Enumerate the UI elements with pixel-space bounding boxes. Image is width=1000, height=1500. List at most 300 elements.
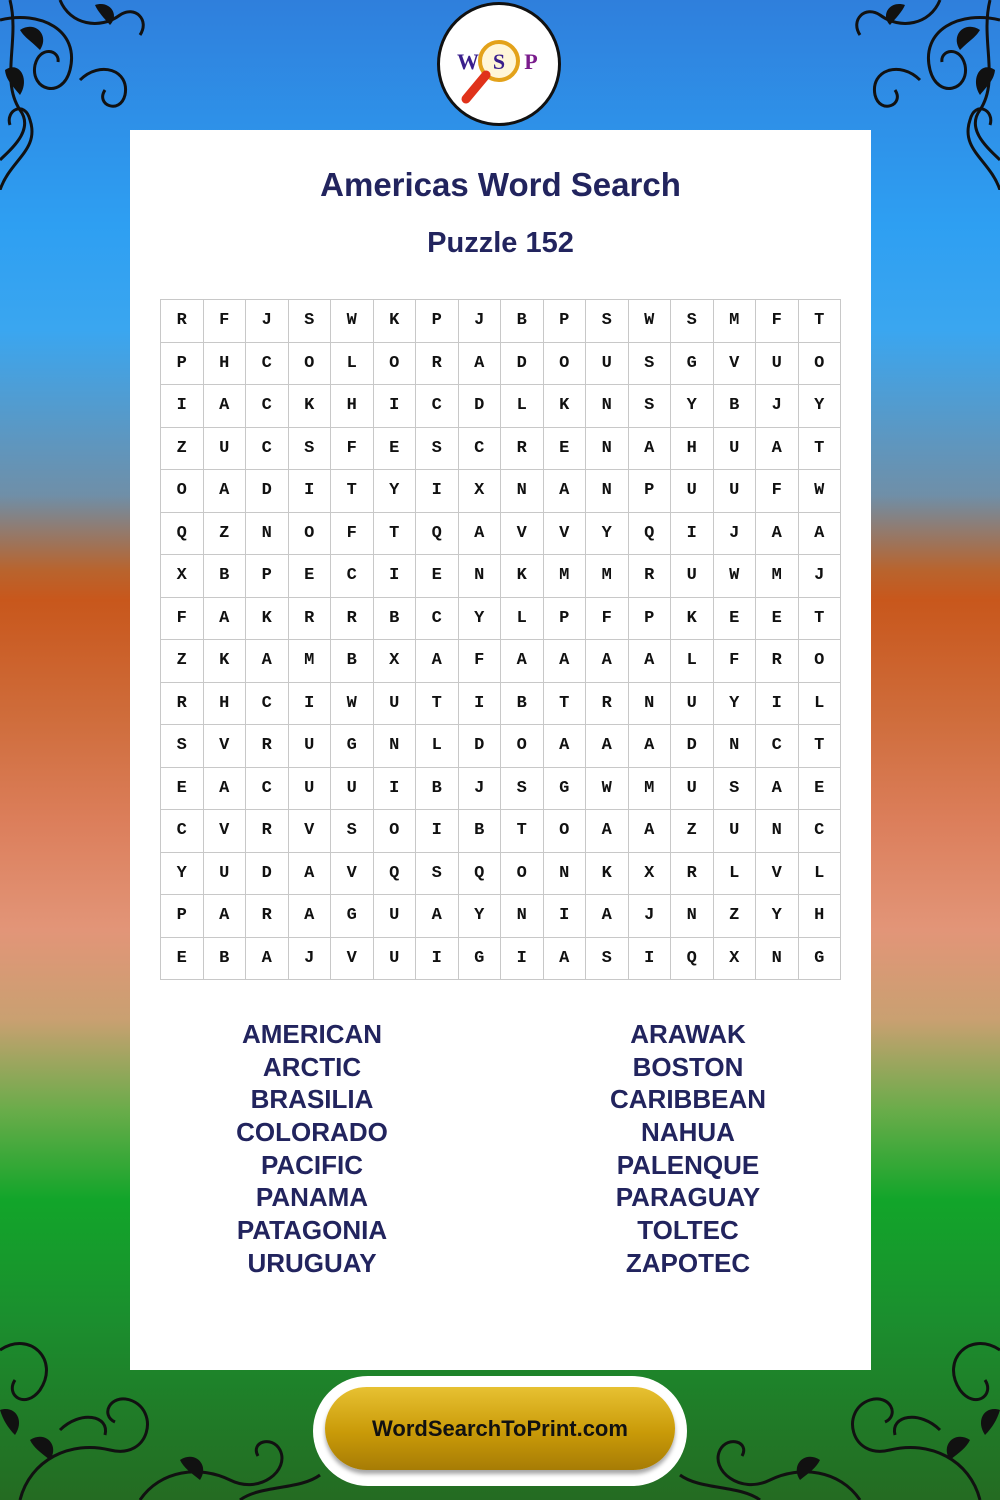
grid-cell[interactable]: H [331,385,374,428]
grid-row [161,470,841,513]
grid-cell[interactable]: G [671,342,714,385]
grid-cell[interactable]: C [416,597,459,640]
grid-cell[interactable]: F [161,597,204,640]
grid-cell[interactable]: A [288,895,331,938]
grid-cell[interactable]: E [756,597,799,640]
grid-cell[interactable]: A [756,427,799,470]
logo-letter-p: P [524,49,538,74]
logo-letter-s: S [492,49,506,74]
grid-cell[interactable]: U [373,895,416,938]
grid-cell[interactable]: C [458,427,501,470]
grid-cell[interactable]: N [373,725,416,768]
grid-cell[interactable]: Z [713,895,756,938]
grid-cell[interactable]: M [628,767,671,810]
grid-cell[interactable]: R [246,810,289,853]
grid-cell[interactable]: W [628,300,671,343]
grid-cell[interactable]: X [373,640,416,683]
grid-cell[interactable]: U [671,470,714,513]
grid-cell[interactable]: A [543,937,586,980]
grid-cell[interactable]: R [246,895,289,938]
grid-cell[interactable]: L [501,385,544,428]
grid-cell[interactable]: H [671,427,714,470]
grid-cell[interactable]: R [756,640,799,683]
grid-cell[interactable]: Y [713,682,756,725]
grid-cell[interactable]: I [373,385,416,428]
grid-cell[interactable]: S [713,767,756,810]
grid-cell[interactable]: N [713,725,756,768]
word-item: BOSTON [632,1051,744,1082]
grid-cell[interactable]: U [203,852,246,895]
grid-cell[interactable]: V [288,810,331,853]
grid-cell[interactable]: V [713,342,756,385]
letter-grid[interactable] [160,299,841,980]
word-item: ARAWAK [630,1019,746,1049]
grid-cell[interactable]: N [586,427,629,470]
word-item: COLORADO [236,1117,388,1148]
grid-cell[interactable]: Y [798,385,841,428]
grid-cell[interactable]: A [246,640,289,683]
word-item: PATAGONIA [236,1215,388,1246]
grid-cell[interactable]: F [203,300,246,343]
grid-cell[interactable]: U [373,682,416,725]
grid-row [161,810,841,853]
word-item: ZAPOTEC [625,1247,751,1278]
grid-cell[interactable]: T [798,597,841,640]
grid-cell[interactable]: K [373,300,416,343]
grid-row [161,385,841,428]
grid-cell[interactable]: V [543,512,586,555]
grid-cell[interactable]: I [628,937,671,980]
grid-row [161,640,841,683]
grid-cell[interactable]: P [628,597,671,640]
grid-cell[interactable]: G [458,937,501,980]
grid-cell[interactable]: O [501,725,544,768]
grid-cell[interactable]: A [458,342,501,385]
word-item: NAHUA [641,1117,735,1148]
grid-cell[interactable]: A [203,470,246,513]
grid-cell[interactable]: A [288,852,331,895]
grid-cell[interactable]: C [246,682,289,725]
grid-cell[interactable]: N [543,852,586,895]
grid-cell[interactable]: R [161,300,204,343]
grid-cell[interactable]: M [543,555,586,598]
grid-cell[interactable]: U [713,427,756,470]
grid-cell[interactable]: P [628,470,671,513]
grid-cell[interactable]: Q [161,512,204,555]
grid-cell[interactable]: V [331,937,374,980]
grid-cell[interactable]: O [543,342,586,385]
word-item: ARCTIC [262,1051,362,1082]
grid-cell[interactable]: A [628,810,671,853]
grid-cell[interactable]: Q [671,937,714,980]
grid-cell[interactable]: C [246,385,289,428]
grid-cell[interactable]: X [458,470,501,513]
grid-cell[interactable]: Z [161,427,204,470]
page-title: Americas Word Search [320,166,681,203]
grid-cell[interactable]: P [543,597,586,640]
grid-cell[interactable]: U [288,725,331,768]
grid-cell[interactable]: C [756,725,799,768]
grid-cell[interactable]: V [203,810,246,853]
grid-cell[interactable]: R [671,852,714,895]
grid-cell[interactable]: B [501,682,544,725]
grid-cell[interactable]: D [501,342,544,385]
grid-cell[interactable]: K [543,385,586,428]
grid-cell[interactable]: U [671,767,714,810]
grid-cell[interactable]: I [416,470,459,513]
grid-cell[interactable]: A [756,767,799,810]
grid-cell[interactable]: U [713,470,756,513]
grid-cell[interactable]: W [798,470,841,513]
grid-cell[interactable]: B [203,937,246,980]
grid-cell[interactable]: X [161,555,204,598]
grid-cell[interactable]: Z [161,640,204,683]
grid-cell[interactable]: T [373,512,416,555]
grid-cell[interactable]: Y [373,470,416,513]
grid-cell[interactable]: D [246,470,289,513]
grid-cell[interactable]: C [416,385,459,428]
grid-cell[interactable]: L [671,640,714,683]
grid-cell[interactable]: N [586,385,629,428]
grid-cell[interactable]: F [756,300,799,343]
grid-cell[interactable]: F [713,640,756,683]
grid-cell[interactable]: Q [416,512,459,555]
grid-cell[interactable]: B [713,385,756,428]
grid-cell[interactable]: E [416,555,459,598]
grid-cell[interactable]: F [331,427,374,470]
grid-cell[interactable]: I [501,937,544,980]
grid-cell[interactable]: S [628,342,671,385]
grid-cell[interactable]: A [586,640,629,683]
grid-cell[interactable]: M [713,300,756,343]
grid-cell[interactable]: B [373,597,416,640]
grid-cell[interactable]: S [288,427,331,470]
grid-cell[interactable]: E [798,767,841,810]
grid-cell[interactable]: A [628,427,671,470]
grid-cell[interactable]: J [246,300,289,343]
grid-cell[interactable]: U [331,767,374,810]
grid-cell[interactable]: S [331,810,374,853]
grid-cell[interactable]: S [288,300,331,343]
grid-cell[interactable]: I [543,895,586,938]
grid-cell[interactable]: N [246,512,289,555]
site-url-button[interactable] [325,1387,675,1470]
grid-cell[interactable]: R [246,725,289,768]
grid-row [161,342,841,385]
grid-cell[interactable]: O [288,342,331,385]
grid-cell[interactable]: A [543,725,586,768]
grid-cell[interactable]: Q [458,852,501,895]
magnifier-logo-icon [444,9,554,119]
grid-cell[interactable]: Y [586,512,629,555]
grid-cell[interactable]: R [161,682,204,725]
grid-cell[interactable]: A [203,895,246,938]
grid-cell[interactable]: U [713,810,756,853]
grid-cell[interactable]: T [798,427,841,470]
grid-cell[interactable]: J [756,385,799,428]
grid-cell[interactable]: T [798,300,841,343]
grid-cell[interactable]: A [756,512,799,555]
word-list-right [538,1018,838,1280]
grid-cell[interactable]: S [586,937,629,980]
grid-cell[interactable]: A [203,385,246,428]
grid-cell[interactable]: N [458,555,501,598]
grid-cell[interactable]: W [586,767,629,810]
grid-cell[interactable]: J [798,555,841,598]
grid-row [161,895,841,938]
grid-cell[interactable]: D [458,385,501,428]
grid-cell[interactable]: E [288,555,331,598]
grid-cell[interactable]: Y [458,597,501,640]
grid-cell[interactable]: R [331,597,374,640]
grid-cell[interactable]: C [246,427,289,470]
grid-cell[interactable]: S [416,852,459,895]
grid-cell[interactable]: S [586,300,629,343]
grid-cell[interactable]: U [586,342,629,385]
grid-cell[interactable]: O [501,852,544,895]
grid-cell[interactable]: G [331,895,374,938]
grid-cell[interactable]: F [458,640,501,683]
grid-cell[interactable]: U [288,767,331,810]
grid-cell[interactable]: O [798,342,841,385]
grid-cell[interactable]: G [798,937,841,980]
grid-cell[interactable]: N [586,470,629,513]
grid-cell[interactable]: B [331,640,374,683]
grid-cell[interactable]: D [458,725,501,768]
grid-cell[interactable]: W [713,555,756,598]
grid-cell[interactable]: G [331,725,374,768]
grid-cell[interactable]: O [288,512,331,555]
grid-cell[interactable]: T [543,682,586,725]
grid-cell[interactable]: X [628,852,671,895]
grid-cell[interactable]: H [203,342,246,385]
grid-cell[interactable]: Y [756,895,799,938]
grid-row [161,300,841,343]
grid-cell[interactable]: C [246,342,289,385]
word-item: PANAMA [255,1182,369,1213]
grid-cell[interactable]: I [416,937,459,980]
grid-cell[interactable]: S [671,300,714,343]
grid-cell[interactable]: M [288,640,331,683]
grid-row [161,682,841,725]
grid-row [161,937,841,980]
word-item: PALENQUE [616,1149,760,1180]
grid-cell[interactable]: V [203,725,246,768]
grid-cell[interactable]: W [331,300,374,343]
word-item: AMERICAN [241,1019,383,1049]
grid-cell[interactable]: N [756,810,799,853]
grid-cell[interactable]: N [628,682,671,725]
grid-cell[interactable]: I [671,512,714,555]
grid-cell[interactable]: K [288,385,331,428]
grid-cell[interactable]: A [416,895,459,938]
grid-cell[interactable]: I [373,555,416,598]
grid-cell[interactable]: J [288,937,331,980]
grid-cell[interactable]: C [246,767,289,810]
grid-cell[interactable]: H [798,895,841,938]
grid-cell[interactable]: L [416,725,459,768]
grid-cell[interactable]: G [543,767,586,810]
grid-cell[interactable]: K [501,555,544,598]
grid-cell[interactable]: O [543,810,586,853]
grid-cell[interactable]: A [543,470,586,513]
grid-cell[interactable]: Y [671,385,714,428]
grid-cell[interactable]: O [798,640,841,683]
grid-cell[interactable]: T [501,810,544,853]
grid-cell[interactable]: A [501,640,544,683]
grid-cell[interactable]: I [458,682,501,725]
grid-cell[interactable]: Q [628,512,671,555]
grid-cell[interactable]: R [501,427,544,470]
grid-cell[interactable]: U [373,937,416,980]
grid-cell[interactable]: L [713,852,756,895]
grid-cell[interactable]: E [713,597,756,640]
grid-cell[interactable]: S [501,767,544,810]
grid-cell[interactable]: A [628,725,671,768]
grid-cell[interactable]: I [161,385,204,428]
grid-cell[interactable]: X [713,937,756,980]
grid-cell[interactable]: A [416,640,459,683]
word-list-left [162,1018,462,1280]
grid-cell[interactable]: M [586,555,629,598]
site-url-text: WordSearchToPrint.com [372,1415,628,1441]
grid-cell[interactable]: Q [373,852,416,895]
grid-cell[interactable]: T [416,682,459,725]
grid-cell[interactable]: U [671,682,714,725]
grid-cell[interactable]: R [586,682,629,725]
grid-cell[interactable]: N [756,937,799,980]
grid-cell[interactable]: I [288,470,331,513]
grid-cell[interactable]: A [458,512,501,555]
grid-cell[interactable]: I [756,682,799,725]
grid-cell[interactable]: O [161,470,204,513]
grid-cell[interactable]: K [671,597,714,640]
grid-cell[interactable]: F [756,470,799,513]
grid-cell[interactable]: P [161,895,204,938]
grid-cell[interactable]: K [586,852,629,895]
word-item: PACIFIC [260,1149,364,1180]
grid-cell[interactable]: H [203,682,246,725]
grid-cell[interactable]: S [628,385,671,428]
word-item: PARAGUAY [615,1182,761,1213]
grid-cell[interactable]: I [288,682,331,725]
grid-cell[interactable]: E [543,427,586,470]
grid-cell[interactable]: O [373,342,416,385]
grid-cell[interactable]: V [501,512,544,555]
grid-row [161,852,841,895]
grid-cell[interactable]: A [586,895,629,938]
grid-cell[interactable]: A [798,512,841,555]
grid-cell[interactable]: P [161,342,204,385]
grid-cell[interactable]: J [713,512,756,555]
grid-cell[interactable]: N [671,895,714,938]
grid-cell[interactable]: J [458,767,501,810]
grid-cell[interactable]: A [586,810,629,853]
grid-cell[interactable]: L [798,852,841,895]
grid-cell[interactable]: N [501,895,544,938]
grid-cell[interactable]: D [246,852,289,895]
grid-cell[interactable]: A [543,640,586,683]
grid-cell[interactable]: E [161,937,204,980]
grid-cell[interactable]: N [501,470,544,513]
grid-cell[interactable]: U [756,342,799,385]
grid-cell[interactable]: B [416,767,459,810]
grid-cell[interactable]: Z [671,810,714,853]
grid-cell[interactable]: F [586,597,629,640]
grid-cell[interactable]: J [458,300,501,343]
grid-cell[interactable]: Y [458,895,501,938]
grid-cell[interactable]: C [331,555,374,598]
logo-letter-w: W [457,49,479,74]
grid-cell[interactable]: K [203,640,246,683]
grid-cell[interactable]: K [246,597,289,640]
grid-cell[interactable]: P [246,555,289,598]
grid-cell[interactable]: T [331,470,374,513]
grid-cell[interactable]: Z [203,512,246,555]
site-logo[interactable] [437,2,561,126]
grid-cell[interactable]: P [416,300,459,343]
grid-cell[interactable]: P [543,300,586,343]
grid-cell[interactable]: L [798,682,841,725]
grid-cell[interactable]: R [288,597,331,640]
grid-row [161,427,841,470]
grid-cell[interactable]: Y [161,852,204,895]
puzzle-number: Puzzle 152 [427,227,574,259]
grid-row [161,512,841,555]
site-url-banner[interactable] [313,1376,687,1486]
grid-cell[interactable]: C [798,810,841,853]
grid-cell[interactable]: V [756,852,799,895]
grid-cell[interactable]: L [501,597,544,640]
grid-cell[interactable]: T [798,725,841,768]
grid-cell[interactable]: U [671,555,714,598]
grid-cell[interactable]: R [628,555,671,598]
grid-cell[interactable]: I [416,810,459,853]
grid-cell[interactable]: R [416,342,459,385]
grid-cell[interactable]: A [586,725,629,768]
grid-cell[interactable]: S [416,427,459,470]
grid-cell[interactable]: M [756,555,799,598]
grid-cell[interactable]: A [628,640,671,683]
grid-cell[interactable]: D [671,725,714,768]
grid-row [161,767,841,810]
grid-cell[interactable]: S [161,725,204,768]
word-item: TOLTEC [637,1215,739,1246]
grid-row [161,597,841,640]
grid-cell[interactable]: O [373,810,416,853]
grid-cell[interactable]: B [501,300,544,343]
grid-cell[interactable]: B [458,810,501,853]
grid-cell[interactable]: A [246,937,289,980]
grid-cell[interactable]: A [203,767,246,810]
grid-row [161,555,841,598]
grid-row [161,725,841,768]
grid-cell[interactable]: F [331,512,374,555]
grid-cell[interactable]: J [628,895,671,938]
grid-cell[interactable]: C [161,810,204,853]
grid-cell[interactable]: I [373,767,416,810]
grid-cell[interactable]: W [331,682,374,725]
grid-cell[interactable]: V [331,852,374,895]
grid-cell[interactable]: E [373,427,416,470]
grid-cell[interactable]: A [203,597,246,640]
word-item: CARIBBEAN [610,1084,766,1115]
word-item: BRASILIA [250,1084,374,1115]
grid-cell[interactable]: U [203,427,246,470]
grid-cell[interactable]: E [161,767,204,810]
grid-cell[interactable]: L [331,342,374,385]
grid-cell[interactable]: B [203,555,246,598]
